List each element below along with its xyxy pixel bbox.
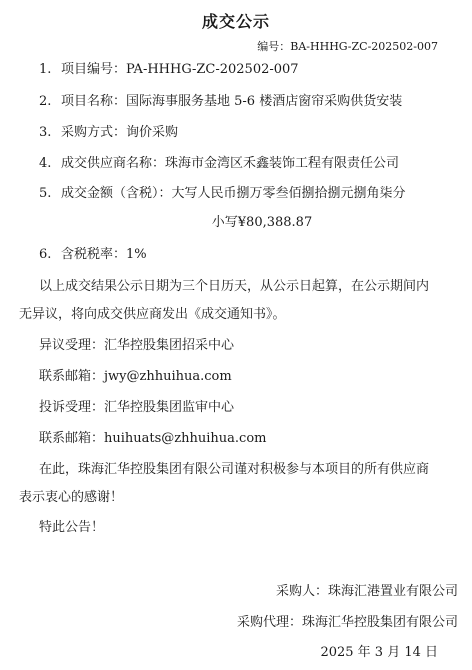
- item-index: 3.: [39, 125, 52, 140]
- notice-paragraph-line1: 以上成交结果公示日期为三个日历天，从公示日起算，在公示期间内: [39, 279, 430, 294]
- item-index: 2.: [39, 94, 52, 109]
- item-index: 1.: [39, 62, 52, 77]
- objection-handler: 异议受理：汇华控股集团招采中心: [39, 338, 235, 353]
- complaint-email: 联系邮箱：huihuats@zhhuihua.com: [39, 431, 267, 446]
- item-text: 项目名称：国际海事服务基地 5-6 楼酒店窗帘采购供货安装: [61, 94, 403, 109]
- thanks-paragraph-line2: 表示衷心的感谢！: [19, 490, 124, 505]
- item-text: 成交供应商名称：珠海市金湾区禾鑫装饰工程有限责任公司: [61, 156, 400, 171]
- announcement-date: 2025 年 3 月 14 日: [320, 645, 438, 660]
- item-transaction-amount: [39, 186, 406, 202]
- amount-in-figures: 小写¥80,388.87: [211, 215, 313, 230]
- item-tax-rate: [39, 247, 147, 263]
- page-title: 成交公示: [201, 12, 270, 31]
- item-index: 5.: [39, 186, 52, 201]
- objection-email: 联系邮箱：jwy@zhhuihua.com: [39, 369, 232, 384]
- purchaser-signature: 采购人：珠海汇港置业有限公司: [275, 584, 458, 599]
- document-number: 编号：BA-HHHG-ZC-202502-007: [257, 40, 438, 53]
- item-text: 含税税率：1%: [61, 247, 147, 262]
- item-project-number: [39, 62, 299, 78]
- item-procurement-method: [39, 125, 178, 141]
- item-text: 采购方式：询价采购: [61, 125, 179, 140]
- agent-signature: 采购代理：珠海汇华控股集团有限公司: [236, 615, 458, 630]
- complaint-handler: 投诉受理：汇华控股集团监审中心: [39, 400, 235, 415]
- item-index: 6.: [39, 247, 52, 262]
- item-supplier-name: [39, 156, 399, 172]
- item-project-name: [39, 94, 402, 110]
- item-text: 项目编号：PA-HHHG-ZC-202502-007: [61, 62, 299, 77]
- thanks-paragraph-line1: 在此，珠海汇华控股集团有限公司谨对积极参与本项目的所有供应商: [39, 462, 430, 477]
- item-index: 4.: [39, 156, 52, 171]
- notice-paragraph-line2: 无异议，将向成交供应商发出《成交通知书》。: [19, 307, 286, 322]
- closing-statement: 特此公告！: [39, 520, 105, 535]
- item-text: 成交金额（含税）：大写人民币捌万零叁佰捌拾捌元捌角柒分: [61, 186, 406, 201]
